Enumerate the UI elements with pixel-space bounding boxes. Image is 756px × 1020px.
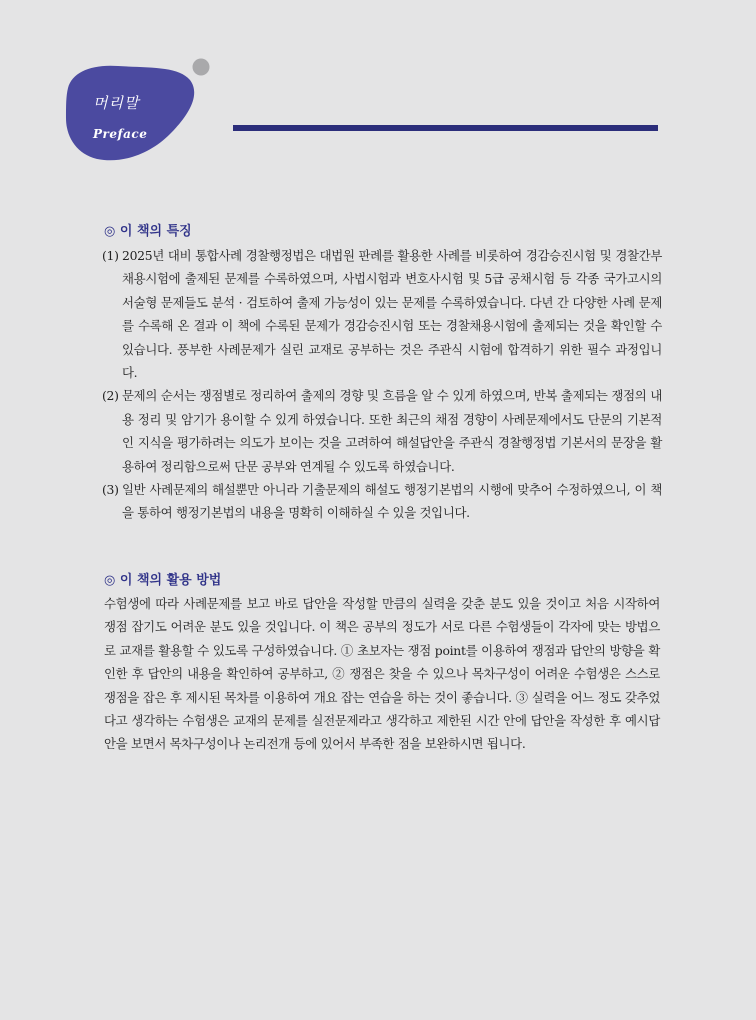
preface-badge xyxy=(0,0,230,175)
list-item xyxy=(102,384,662,478)
list-item-text: 2025년 대비 통합사례 경찰행정법은 대법원 판례를 활용한 사례를 비롯하여 경감승진시험 및 경찰간부채용시험에 출제된 문제를 수록하였으며, 사법시험과 변호사시험 및 5급 공채시험 등 각종 국가고시의 서술형 문제들도 분석 · 검토하여 출제 가능성이 있는 문제를 수록하였습니다. 다년 간 다양한 사례 문제를 수록해 온 결과 이 책에 수록된 문제가 경감승진시험 또는 경찰채용시험에 출제되는 것을 확인할 수 있습니다. 풍부한 사례문제가 실린 교재로 공부하는 것은 주관식 시험에 합격하기 위한 필수 과정입니다. xyxy=(122,248,662,381)
badge-blob-shape xyxy=(0,0,230,175)
features-list xyxy=(102,244,662,525)
badge-dot xyxy=(193,59,210,76)
list-item-number: (2) xyxy=(102,388,119,404)
list-item-text: 문제의 순서는 쟁점별로 정리하여 출제의 경향 및 흐름을 알 수 있게 하였으며, 반복 출제되는 쟁점의 내용 정리 및 암기가 용이할 수 있게 하였습니다. 또한 최근의 채점 경향이 사례문제에서도 단문의 기본적인 지식을 평가하려는 의도가 보이는 것을 고려하여 해설답안을 주관식 경찰행정법 기본서의 문장을 활용하여 정리함으로써 단문 공부와 연계될 수 있도록 하였습니다. xyxy=(122,388,662,474)
list-item xyxy=(102,478,662,525)
badge-title: 머리말 xyxy=(93,94,140,112)
section-title-usage: ◎ 이 책의 활용 방법 xyxy=(104,573,222,588)
list-item-number: (3) xyxy=(102,482,119,498)
header-rule xyxy=(233,125,658,131)
list-item-text: 일반 사례문제의 해설뿐만 아니라 기출문제의 해설도 행정기본법의 시행에 맞추어 수정하였으니, 이 책을 통하여 행정기본법의 내용을 명확히 이해하실 수 있을 것입니다. xyxy=(122,482,662,521)
list-item xyxy=(102,244,662,384)
section-title-features: ◎ 이 책의 특징 xyxy=(104,224,192,239)
badge-subtitle: Preface xyxy=(93,127,148,141)
list-item-number: (1) xyxy=(102,248,119,263)
usage-paragraph: 수험생에 따라 사례문제를 보고 바로 답안을 작성할 만큼의 실력을 갖춘 분도 있을 것이고 처음 시작하여 쟁점 잡기도 어려운 분도 있을 것입니다. 이 책은 공부의 정도가 서로 다른 수험생들이 각자에 맞는 방법으로 교재를 활용할 수 있도록 구성하였습니다. ① 초보자는 쟁점 point를 이용하여 쟁점과 답안의 방향을 확인한 후 답안의 내용을 확인하여 공부하고, ② 쟁점은 찾을 수 있으나 목차구성이 어려운 수험생은 스스로 쟁점을 잡은 후 제시된 목차를 이용하여 개요 잡는 연습을 하는 것이 좋습니다. ③ 실력을 어느 정도 갖추었다고 생각하는 수험생은 교재의 문제를 실전문제라고 생각하고 제한된 시간 안에 답안을 작성한 후 예시답안을 보면서 목차구성이나 논리전개 등에 있어서 부족한 점을 보완하시면 됩니다. xyxy=(104,596,660,752)
